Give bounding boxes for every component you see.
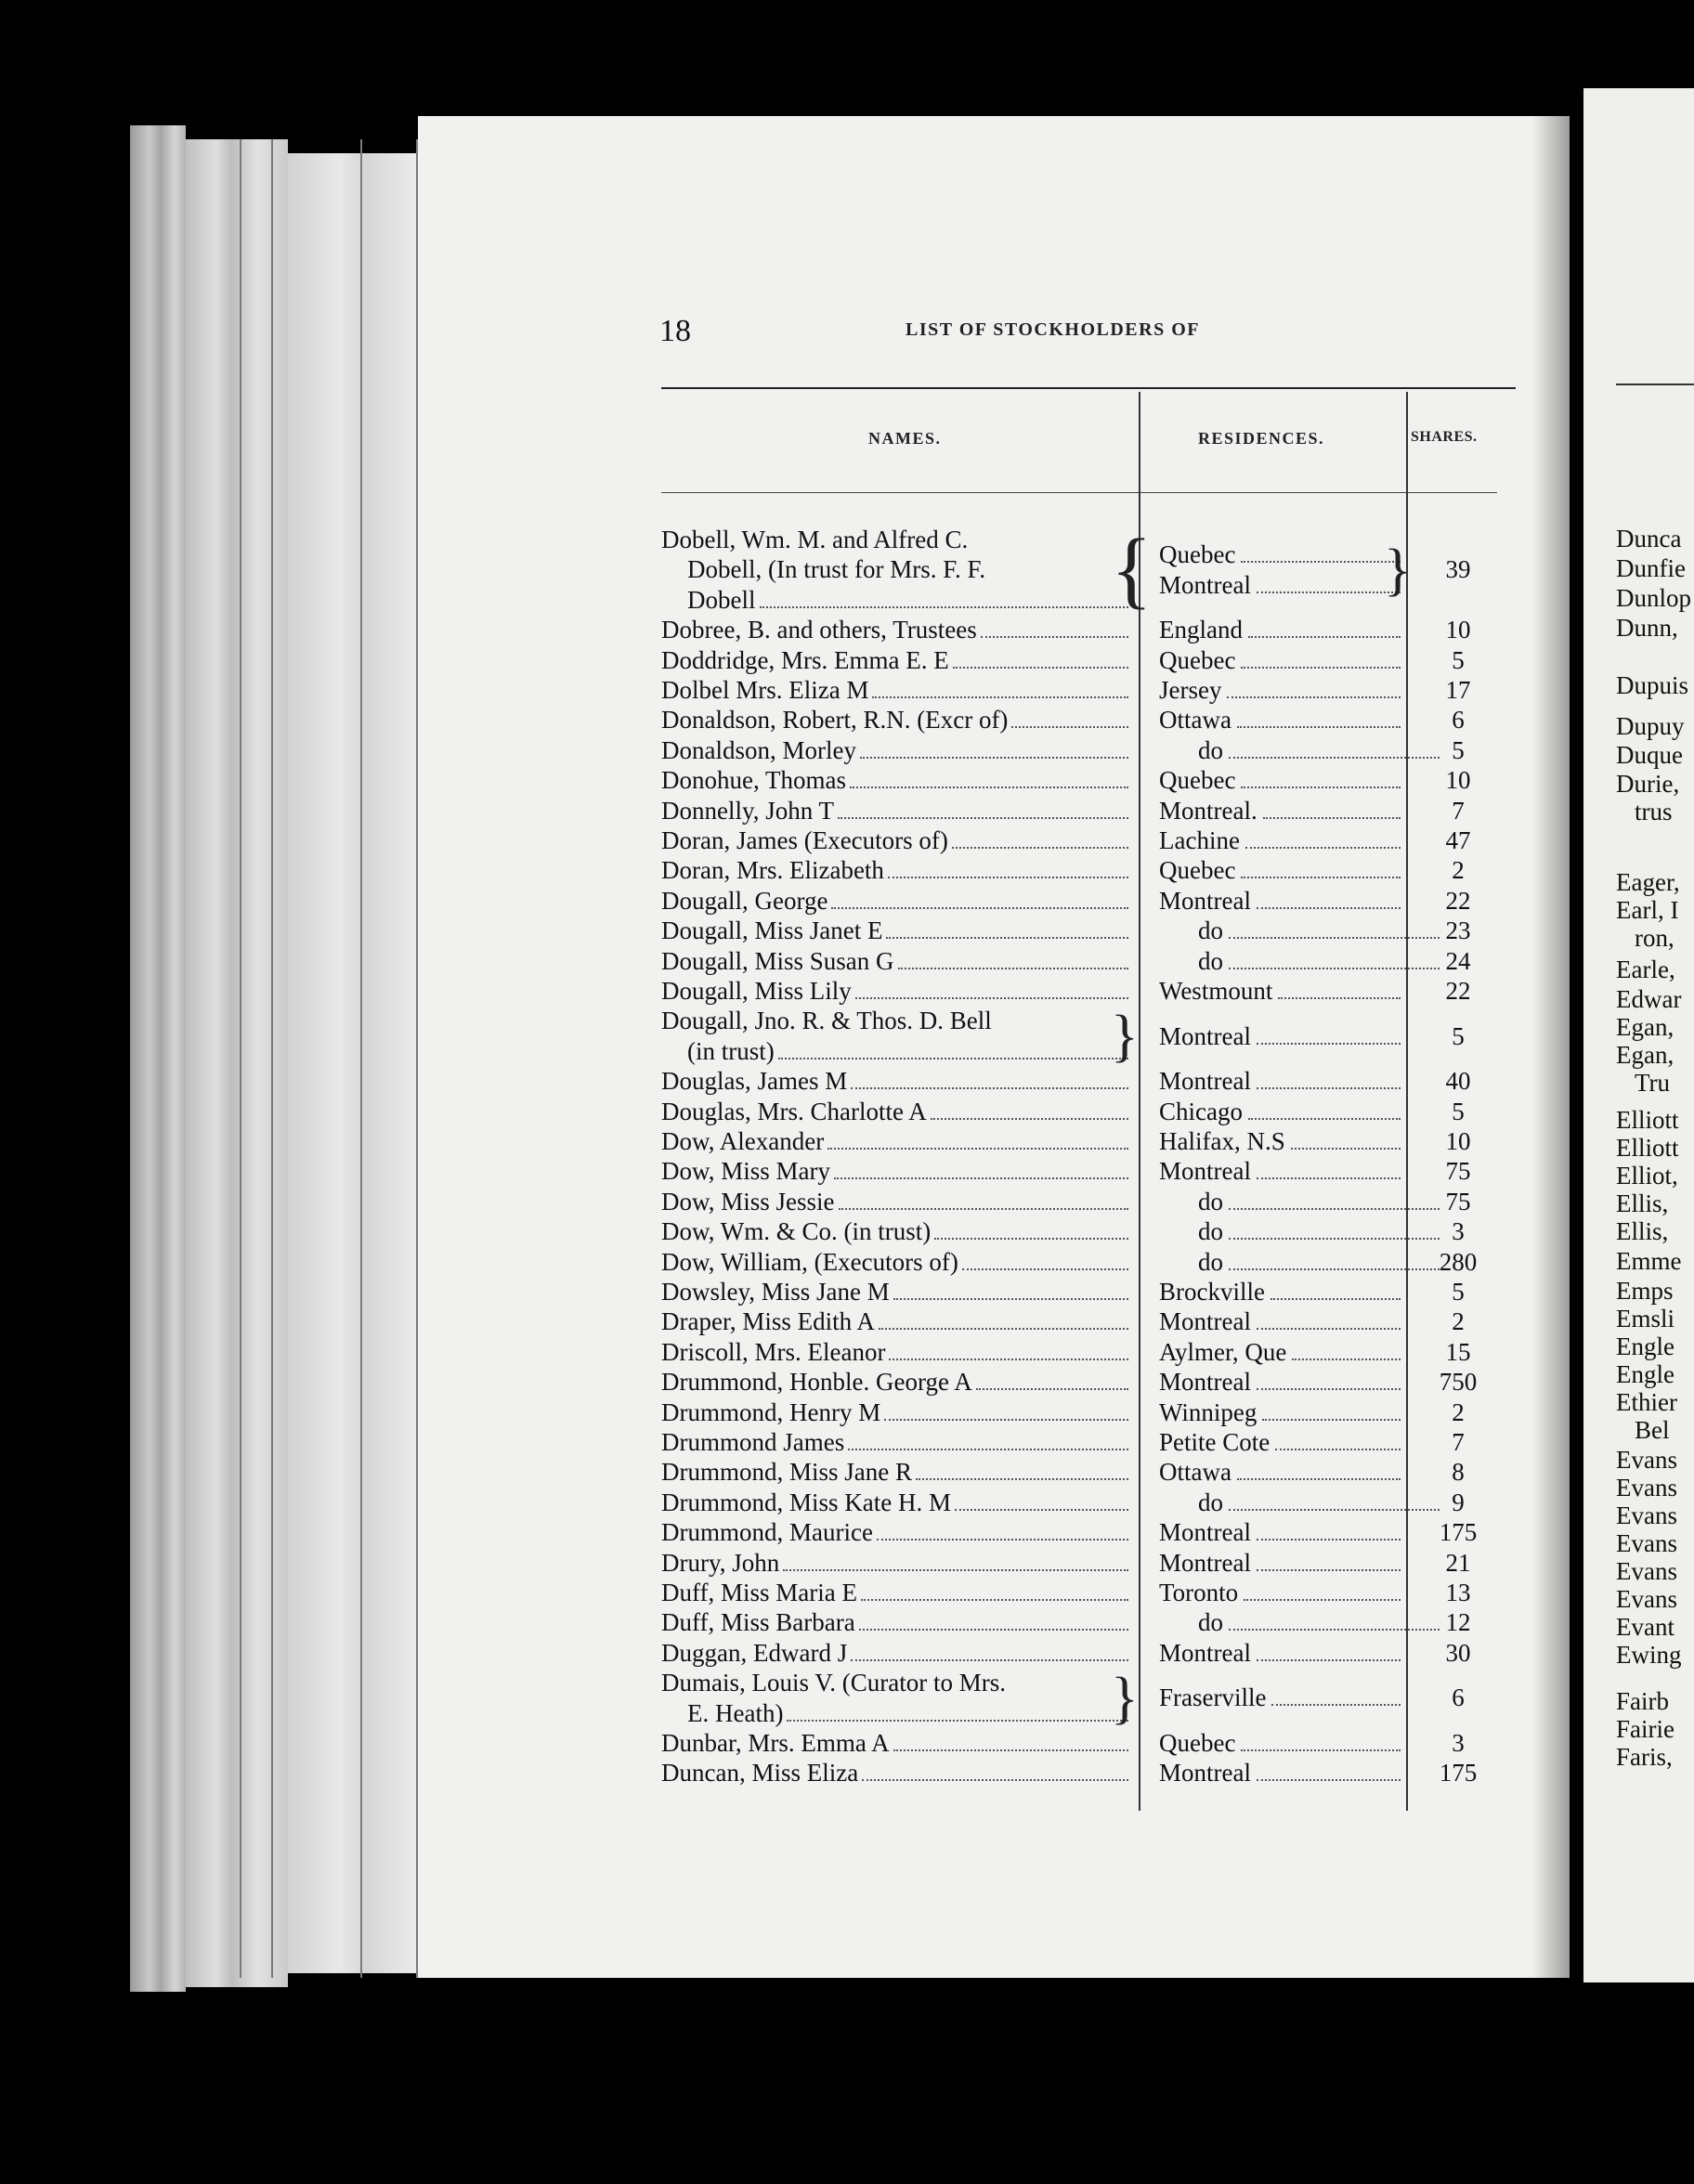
leader-dots [1229, 757, 1440, 759]
stockholder-shares: 22 [1445, 977, 1471, 1005]
stockholder-name: Donaldson, Robert, R.N. (Excr of) [661, 706, 1009, 734]
stockholder-name: Duncan, Miss Eliza [661, 1759, 859, 1788]
stockholder-name: Dougall, Miss Janet E [661, 916, 883, 945]
stockholder-name: (in trust) [687, 1036, 775, 1065]
leader-dots [1257, 592, 1401, 593]
facing-page-fragment: Dunfie [1616, 554, 1686, 582]
facing-page-fragment: Fairie [1616, 1715, 1674, 1743]
stockholder-shares: 6 [1452, 1684, 1465, 1712]
leader-dots [1262, 1419, 1401, 1421]
page-edge-line [240, 139, 241, 1978]
stockholder-residence: Aylmer, Que [1159, 1337, 1287, 1366]
stockholder-shares: 75 [1445, 1187, 1471, 1216]
stockholder-residence: Jersey [1159, 676, 1222, 704]
stockholder-shares: 12 [1445, 1608, 1471, 1637]
facing-page-fragment: Elliott [1616, 1134, 1679, 1162]
top-rule [661, 387, 1516, 389]
leader-dots [1257, 907, 1401, 909]
leader-dots [1271, 1704, 1401, 1706]
stockholder-name: Drummond, Miss Kate H. M [661, 1488, 951, 1516]
facing-page-fragment: Egan, [1616, 1013, 1674, 1041]
stockholder-shares: 6 [1452, 706, 1465, 734]
grouping-brace: } [1111, 1005, 1139, 1069]
stockholder-residence: Montreal [1159, 1307, 1251, 1336]
facing-page-fragment: Ellis, [1616, 1190, 1669, 1217]
stockholder-residence: Montreal [1159, 886, 1251, 915]
leader-dots [953, 667, 1128, 669]
facing-page-fragment: Engle [1616, 1360, 1674, 1388]
leader-dots [760, 606, 1129, 608]
leader-dots [851, 1087, 1128, 1089]
leader-dots [916, 1478, 1128, 1480]
stockholder-name: Dowsley, Miss Jane M [661, 1278, 890, 1306]
facing-page-fragment: Evans [1616, 1474, 1677, 1502]
facing-page-fragment: Ewing [1616, 1641, 1682, 1669]
stockholder-shares: 17 [1445, 676, 1471, 704]
stockholder-shares: 7 [1452, 796, 1465, 825]
stockholder-residence: Brockville [1159, 1278, 1265, 1306]
facing-page-fragment: Evans [1616, 1557, 1677, 1585]
stockholder-name: Dobree, B. and others, Trustees [661, 616, 977, 644]
stockholder-name: Dow, Alexander [661, 1127, 825, 1155]
stockholder-residence: Montreal [1159, 570, 1251, 599]
leader-dots [981, 636, 1128, 638]
grouping-brace: } [1111, 1667, 1139, 1731]
column-divider [1406, 392, 1408, 1811]
stockholder-name: Doran, Mrs. Elizabeth [661, 856, 884, 885]
leader-dots [1229, 1509, 1440, 1511]
stockholder-shares: 40 [1445, 1067, 1471, 1096]
facing-page-fragment: ron, [1635, 924, 1674, 952]
facing-page-fragment: Edwar [1616, 985, 1682, 1013]
facing-page-fragment: Duque [1616, 741, 1683, 769]
stockholder-name: Drummond, Maurice [661, 1518, 873, 1547]
leader-dots [1227, 696, 1401, 698]
facing-page-fragment: Dupuy [1616, 712, 1685, 740]
stockholder-shares: 280 [1439, 1247, 1478, 1276]
leader-dots [886, 937, 1128, 939]
stockholder-shares: 47 [1445, 826, 1471, 854]
stockholder-name: Dolbel Mrs. Eliza M [661, 676, 869, 704]
stockholder-residence: do [1198, 1247, 1223, 1276]
leader-dots [850, 786, 1128, 788]
leader-dots [976, 1388, 1128, 1390]
leader-dots [1229, 1629, 1440, 1631]
stockholder-shares: 10 [1445, 616, 1471, 644]
leader-dots [1229, 937, 1440, 939]
stockholder-residence: Winnipeg [1159, 1398, 1257, 1426]
leader-dots [783, 1569, 1128, 1571]
stockholder-residence: Montreal [1159, 1548, 1251, 1577]
stockholder-residence: do [1198, 1488, 1223, 1516]
leader-dots [1275, 1449, 1401, 1450]
facing-page-fragment: Earl, I [1616, 896, 1679, 924]
leader-dots [834, 1177, 1128, 1179]
facing-page-fragment: Durie, [1616, 770, 1680, 798]
facing-page-fragment: Evans [1616, 1446, 1677, 1474]
leader-dots [839, 1208, 1128, 1210]
leader-dots [1229, 1208, 1440, 1210]
facing-page-fragment: Ellis, [1616, 1217, 1669, 1245]
stockholder-name: Drummond James [661, 1428, 845, 1456]
stockholder-residence: Ottawa [1159, 706, 1231, 734]
facing-page [1583, 88, 1694, 1982]
leader-dots [859, 1629, 1128, 1631]
leader-dots [879, 1328, 1128, 1330]
leader-dots [1257, 1328, 1401, 1330]
facing-page-fragment: Eager, [1616, 868, 1680, 896]
stockholder-name: Driscoll, Mrs. Eleanor [661, 1337, 886, 1366]
stockholder-residence: Chicago [1159, 1097, 1243, 1125]
facing-page-fragment: Emps [1616, 1277, 1674, 1305]
stockholder-name: Duggan, Edward J [661, 1638, 848, 1667]
stockholder-shares: 10 [1445, 1127, 1471, 1155]
leader-dots [1229, 968, 1440, 969]
stockholder-name: Drummond, Miss Jane R [661, 1458, 912, 1487]
leader-dots [1241, 786, 1401, 788]
facing-page-fragment: Dunca [1616, 525, 1682, 552]
stockholder-residence: Montreal [1159, 1368, 1251, 1397]
leader-dots [851, 1659, 1128, 1661]
stockholder-name: Duff, Miss Maria E [661, 1579, 857, 1606]
stockholder-name: Duff, Miss Barbara [661, 1608, 855, 1637]
stockholder-shares: 10 [1445, 766, 1471, 795]
facing-page-fragment: Engle [1616, 1332, 1674, 1360]
stockholder-residence: Montreal [1159, 1759, 1251, 1788]
stockholder-name: Dow, William, (Executors of) [661, 1247, 958, 1276]
stockholder-residence: Montreal. [1159, 796, 1257, 825]
stockholder-shares: 2 [1452, 1398, 1465, 1426]
facing-page-fragment: Evans [1616, 1502, 1677, 1529]
leader-dots [898, 968, 1128, 969]
leader-dots [952, 847, 1128, 849]
stockholder-name: Dobell [687, 585, 756, 614]
stockholder-shares: 22 [1445, 886, 1471, 915]
page-edges-left [130, 125, 186, 1992]
stockholder-shares: 5 [1452, 1097, 1465, 1125]
stockholder-shares: 175 [1439, 1759, 1478, 1788]
stockholder-shares: 175 [1439, 1518, 1478, 1547]
leader-dots [1248, 1118, 1401, 1120]
facing-page-fragment: Emsli [1616, 1305, 1675, 1332]
facing-page-fragment: Faris, [1616, 1743, 1673, 1771]
stockholder-name: Dunbar, Mrs. Emma A [661, 1729, 890, 1757]
page-edges-inner [288, 153, 418, 1973]
stockholder-name: Dow, Miss Jessie [661, 1187, 835, 1216]
stockholder-shares: 750 [1439, 1368, 1478, 1397]
facing-page-fragment: Elliott [1616, 1106, 1679, 1134]
stockholder-shares: 5 [1452, 1278, 1465, 1306]
leader-dots [1237, 1478, 1401, 1480]
stockholder-name: Drury, John [661, 1548, 780, 1577]
stockholder-name: Drummond, Henry M [661, 1398, 881, 1426]
stockholder-shares: 3 [1452, 1217, 1465, 1246]
facing-page-fragment: Evant [1616, 1613, 1674, 1641]
leader-dots [889, 1358, 1128, 1360]
leader-dots [888, 877, 1128, 878]
stockholder-residence: Montreal [1159, 1157, 1251, 1186]
stockholder-name: Donnelly, John T [661, 796, 834, 825]
stockholder-residence: Montreal [1159, 1518, 1251, 1547]
leader-dots [962, 1268, 1128, 1270]
facing-page-fragment: Dunlop [1616, 584, 1691, 612]
leader-dots [827, 1148, 1128, 1150]
leader-dots [1241, 667, 1401, 669]
stockholder-residence: Toronto [1159, 1579, 1239, 1606]
stockholder-residence: do [1198, 1217, 1223, 1246]
stockholder-residence: Quebec [1159, 1729, 1236, 1757]
stockholder-residence: Lachine [1159, 826, 1240, 854]
stockholder-residence: Quebec [1159, 856, 1236, 885]
stockholder-shares: 24 [1445, 946, 1471, 975]
stockholder-name: Donaldson, Morley [661, 735, 856, 764]
stockholder-residence: Montreal [1159, 1021, 1251, 1050]
stockholder-residence: Ottawa [1159, 1458, 1231, 1487]
leader-dots [831, 907, 1128, 909]
facing-page-fragment: Bel [1635, 1416, 1670, 1444]
leader-dots [893, 1749, 1128, 1751]
leader-dots [861, 1599, 1128, 1601]
leader-dots [1241, 877, 1401, 878]
facing-page-fragment: Dunn, [1616, 614, 1678, 642]
leader-dots [1229, 1268, 1440, 1270]
leader-dots [1257, 1043, 1401, 1045]
leader-dots [1270, 1298, 1401, 1300]
facing-page-fragment: Emme [1616, 1247, 1682, 1275]
stockholder-residence: Montreal [1159, 1638, 1251, 1667]
stockholder-shares: 21 [1445, 1548, 1471, 1577]
stockholder-shares: 5 [1452, 645, 1465, 674]
stockholder-name: Doddridge, Mrs. Emma E. E [661, 645, 949, 674]
stockholder-shares: 9 [1452, 1488, 1465, 1516]
leader-dots [1011, 726, 1128, 728]
leader-dots [1229, 1238, 1440, 1240]
page-edge-line [271, 139, 273, 1978]
leader-dots [955, 1509, 1128, 1511]
stockholder-name: Doran, James (Executors of) [661, 826, 948, 854]
facing-page-fragment: Fairb [1616, 1687, 1669, 1715]
leader-dots [1257, 1779, 1401, 1781]
stockholder-residence: Montreal [1159, 1067, 1251, 1096]
stockholder-residence: Quebec [1159, 645, 1236, 674]
facing-page-fragment: Elliot, [1616, 1162, 1678, 1190]
stockholder-name: Drummond, Honble. George A [661, 1368, 972, 1397]
stockholder-residence: Westmount [1159, 977, 1273, 1005]
stockholder-name: Dougall, Miss Lily [661, 977, 852, 1005]
leader-dots [1263, 817, 1401, 819]
leader-dots [860, 757, 1128, 759]
stockholder-name: Dougall, Miss Susan G [661, 946, 894, 975]
stockholder-name: Dumais, Louis V. (Curator to Mrs. [661, 1669, 1006, 1697]
page-edge-line [360, 139, 362, 1978]
facing-page-fragment: Evans [1616, 1585, 1677, 1613]
stockholder-shares: 23 [1445, 916, 1471, 945]
stockholder-residence: Quebec [1159, 540, 1236, 569]
stockholder-residence: England [1159, 616, 1243, 644]
leader-dots [1248, 636, 1401, 638]
grouping-brace: { [1111, 522, 1153, 618]
leader-dots [848, 1449, 1128, 1450]
residences-column-header: RESIDENCES. [1198, 429, 1325, 448]
stockholder-name: Dougall, George [661, 886, 828, 915]
leader-dots [778, 1058, 1128, 1060]
stockholder-shares: 75 [1445, 1157, 1471, 1186]
header-rule [661, 492, 1497, 493]
stockholder-residence: do [1198, 1608, 1223, 1637]
stockholder-shares: 2 [1452, 1307, 1465, 1336]
stockholder-residence: Petite Cote [1159, 1428, 1270, 1456]
leader-dots [872, 696, 1128, 698]
leader-dots [1241, 561, 1401, 563]
leader-dots [1245, 847, 1401, 849]
leader-dots [877, 1539, 1128, 1540]
stockholder-shares: 15 [1445, 1337, 1471, 1366]
leader-dots [893, 1298, 1128, 1300]
facing-page-fragment: trus [1635, 798, 1673, 826]
facing-page-fragment: Evans [1616, 1529, 1677, 1557]
stockholder-shares: 8 [1452, 1458, 1465, 1487]
leader-dots [838, 817, 1128, 819]
facing-page-rule [1616, 384, 1694, 385]
leader-dots [1257, 1569, 1401, 1571]
stockholder-shares: 7 [1452, 1428, 1465, 1456]
stockholder-name: Douglas, Mrs. Charlotte A [661, 1097, 927, 1125]
leader-dots [884, 1419, 1128, 1421]
leader-dots [1292, 1358, 1401, 1360]
stockholder-residence: do [1198, 1187, 1223, 1216]
leader-dots [1257, 1087, 1401, 1089]
facing-page-fragment: Earle, [1616, 956, 1675, 983]
running-head: LIST OF STOCKHOLDERS OF [906, 319, 1200, 340]
stockholder-name: Donohue, Thomas [661, 766, 846, 795]
stockholder-name: Dow, Miss Mary [661, 1157, 830, 1186]
stockholder-residence: Quebec [1159, 766, 1236, 795]
leader-dots [787, 1720, 1128, 1722]
stockholder-residence: Fraserville [1159, 1684, 1267, 1712]
leader-dots [1278, 997, 1401, 999]
leader-dots [1257, 1659, 1401, 1661]
leader-dots [862, 1779, 1128, 1781]
stockholder-name: Draper, Miss Edith A [661, 1307, 875, 1336]
stockholder-name: Dow, Wm. & Co. (in trust) [661, 1217, 932, 1246]
stockholder-shares: 13 [1445, 1579, 1471, 1606]
leader-dots [1257, 1177, 1401, 1179]
facing-page-fragment: Ethier [1616, 1388, 1677, 1416]
stockholder-shares: 39 [1445, 555, 1471, 584]
leader-dots [1244, 1599, 1401, 1601]
page-number: 18 [659, 314, 691, 348]
grouping-brace: } [1384, 539, 1412, 603]
leader-dots [1241, 1749, 1401, 1751]
stockholder-name: Dougall, Jno. R. & Thos. D. Bell [661, 1007, 992, 1035]
stockholder-shares: 3 [1452, 1729, 1465, 1757]
stockholder-shares: 5 [1452, 735, 1465, 764]
stockholder-residence: do [1198, 946, 1223, 975]
leader-dots [855, 997, 1128, 999]
stockholder-residence: do [1198, 916, 1223, 945]
stockholder-shares: 2 [1452, 856, 1465, 885]
stockholder-shares: 30 [1445, 1638, 1471, 1667]
facing-page-fragment: Egan, [1616, 1041, 1674, 1069]
stockholder-shares: 5 [1452, 1021, 1465, 1050]
names-column-header: NAMES. [868, 429, 942, 448]
facing-page-fragment: Tru [1635, 1069, 1671, 1097]
stockholder-name: E. Heath) [687, 1698, 784, 1727]
facing-page-fragment: Dupuis [1616, 671, 1689, 699]
stockholder-name: Dobell, Wm. M. and Alfred C. [661, 526, 969, 553]
stockholder-name: Dobell, (In trust for Mrs. F. F. [687, 555, 986, 584]
stockholder-residence: do [1198, 735, 1223, 764]
leader-dots [934, 1238, 1128, 1240]
leader-dots [1257, 1539, 1401, 1540]
stockholder-name: Douglas, James M [661, 1067, 848, 1096]
leader-dots [931, 1118, 1128, 1120]
shares-column-header: SHARES. [1411, 429, 1478, 445]
leader-dots [1237, 726, 1401, 728]
stockholder-residence: Halifax, N.S [1159, 1127, 1285, 1155]
leader-dots [1291, 1148, 1401, 1150]
leader-dots [1257, 1388, 1401, 1390]
